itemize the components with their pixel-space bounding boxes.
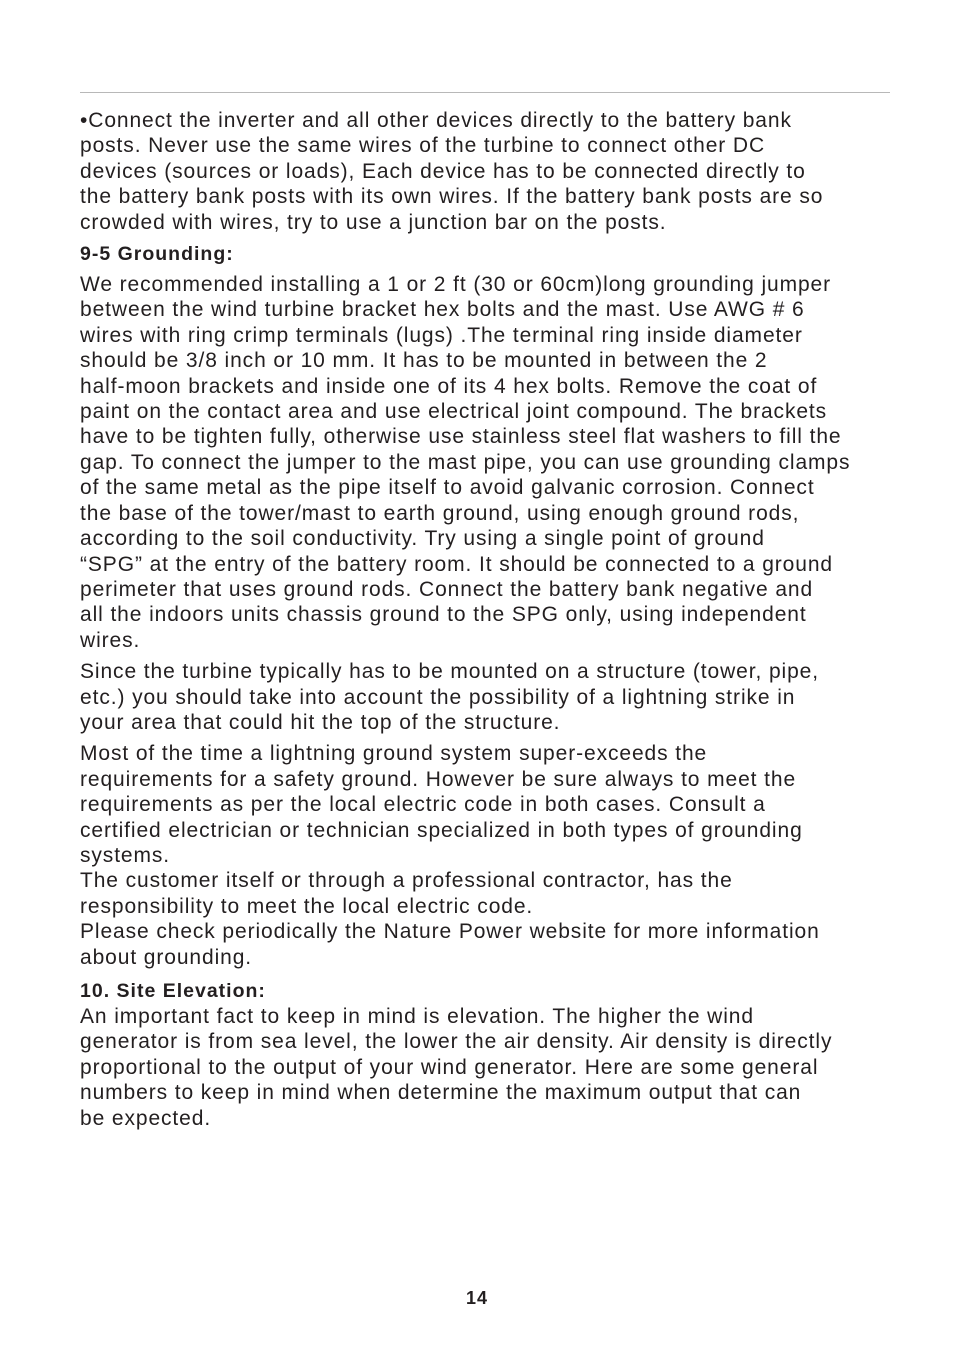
grounding-paragraph-3: Most of the time a lightning ground system super-exceeds the requirements for a safety ground. However be sure always to meet the requirements as per the local electric code in both cases. Consult a certified electrician or technician specialized in both types of grounding systems. <box>80 742 803 867</box>
page-body <box>80 108 910 1131</box>
grounding-paragraph-1: We recommended installing a 1 or 2 ft (30 or 60cm)long grounding jumper between the wind turbine bracket hex bolts and the mast. Use AWG # 6 wires with ring crimp terminals (lugs) .The terminal ring inside diameter should be 3/8 inch or 10 mm. It has to be mounted in between the 2 half-moon brackets and inside one of its 4 hex bolts. Remove the coat of paint on the contact area and use electrical joint compound. The brackets have to be tighten fully, otherwise use stainless steel flat washers to fill the gap. To connect the jumper to the mast pipe, you can use grounding clamps of the same metal as the pipe itself to avoid galvanic corrosion. Connect the base of the tower/mast to earth ground, using enough ground rods, according to the soil conductivity. Try using a single point of ground “SPG” at the entry of the battery room. It should be connected to a ground perimeter that uses ground rods. Connect the battery bank negative and all the indoors units chassis ground to the SPG only, using independent wires. <box>80 273 851 652</box>
grounding-paragraph-4: The customer itself or through a professional contractor, has the responsibility to meet the local electric code. <box>80 869 733 918</box>
header-rule <box>80 92 890 93</box>
site-elevation-heading: 10. Site Elevation: <box>80 980 266 1002</box>
page-number: 14 <box>465 1288 489 1308</box>
intro-bullet-paragraph: •Connect the inverter and all other devices directly to the battery bank posts. Never use the same wires of the turbine to connect other DC devices (sources or loads), Each device has to be connected directly to the battery bank posts with its own wires. If the battery bank posts are so crowded with wires, try to use a junction bar on the posts. <box>80 109 824 234</box>
grounding-heading: 9-5 Grounding: <box>80 243 234 266</box>
site-elevation-paragraph: An important fact to keep in mind is elevation. The higher the wind generator is from sea level, the lower the air density. Air density is directly proportional to the output of your wind generator. Here are some general numbers to keep in mind when determine the maximum output that can be expected. <box>80 1005 833 1130</box>
grounding-paragraph-5: Please check periodically the Nature Power website for more information about grounding. <box>80 920 820 969</box>
grounding-paragraph-2: Since the turbine typically has to be mounted on a structure (tower, pipe, etc.) you should take into account the possibility of a lightning strike in your area that could hit the top of the structure. <box>80 660 819 734</box>
